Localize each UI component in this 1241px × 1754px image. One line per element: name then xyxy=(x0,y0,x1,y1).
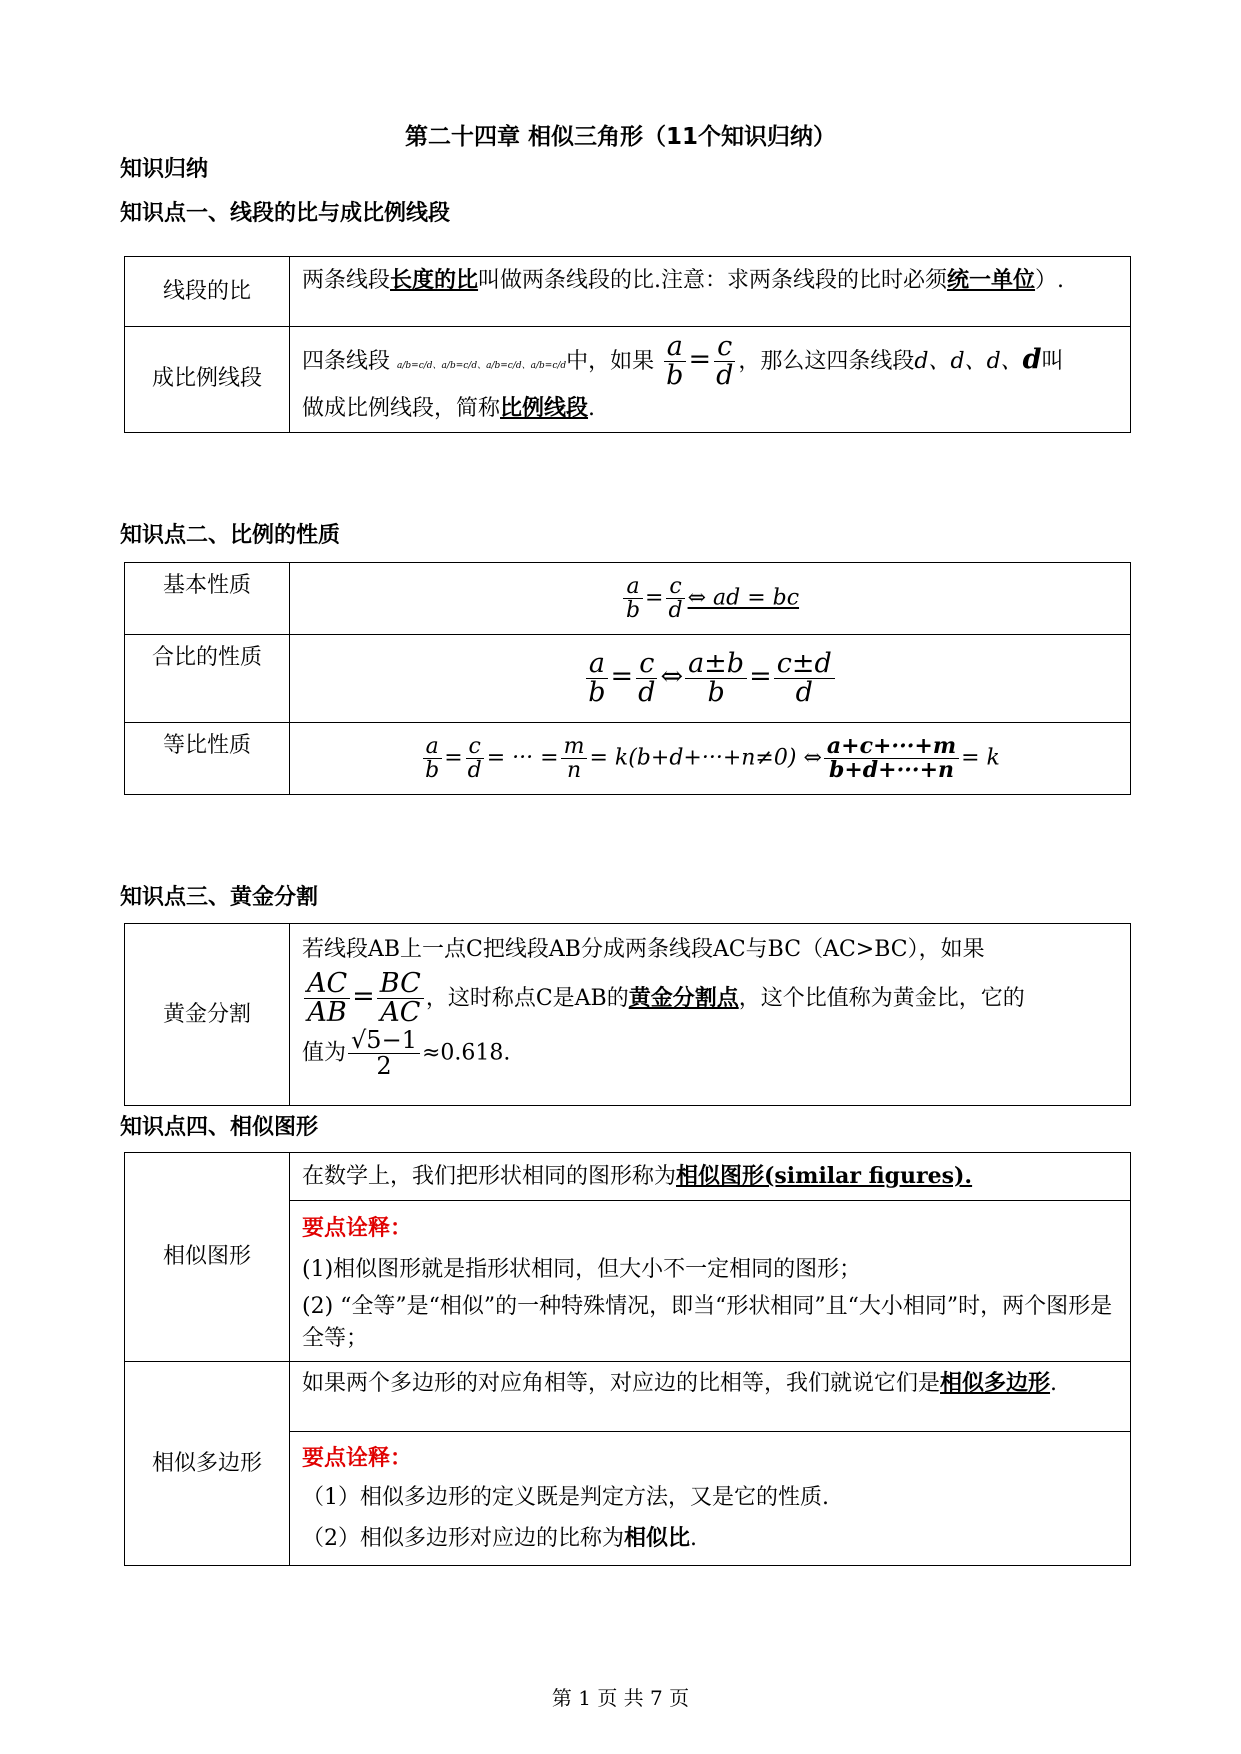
formula-c-pm-d: $\frac{c\pm d}{d}$ xyxy=(774,650,835,708)
text: 中，如果 xyxy=(566,348,655,374)
text: 四条线段 xyxy=(302,348,391,374)
formula-basic: ⇔ ad = bc xyxy=(687,585,800,611)
kp2-sum-formula: $\frac{a}{b}$ = $\frac{c}{d}$ ⇔ $\frac{a\pm b}{b}$ = $\frac{c\pm d}{d}$ xyxy=(290,635,1131,723)
formula-bc-over-ac: $\frac{BC}{AC}$ xyxy=(377,970,424,1028)
text: ，那么这四条线段 xyxy=(738,348,915,374)
kp4-fig-definition xyxy=(290,1153,1131,1201)
kp3-label: 黄金分割 xyxy=(125,924,290,1106)
key-term: 黄金分割点 xyxy=(628,984,739,1011)
formula-dots: = ··· = xyxy=(486,745,559,771)
text: 若线段AB上一点C把线段AB分成两条线段AC与BC（AC>BC），如果 xyxy=(302,937,985,962)
kp4-fig-notes xyxy=(290,1201,1131,1362)
formula-a-over-b: $\frac{a}{b}$ xyxy=(663,333,686,391)
kp4-heading: 知识点四、相似图形 xyxy=(120,1115,319,1140)
text: . xyxy=(588,395,596,421)
note-item xyxy=(302,1518,1118,1559)
key-term: 相似多边形 xyxy=(940,1370,1051,1396)
text: 值为 xyxy=(302,1040,347,1066)
formula-c-over-d: $\frac{c}{d}$ xyxy=(465,735,485,782)
kp2-label-equal: 等比性质 xyxy=(125,723,290,795)
note-item: （1）相似多边形的定义既是判定方法，又是它的性质. xyxy=(302,1485,829,1510)
page-title: 第二十四章 相似三角形（11个知识归纳） xyxy=(404,124,836,150)
kp1-ratio-content xyxy=(290,257,1131,327)
text: ，这个比值称为黄金比，它的 xyxy=(738,985,1025,1011)
kp4-poly-definition xyxy=(290,1362,1131,1432)
formula-ac-over-ab: $\frac{AC}{AB}$ xyxy=(304,970,350,1028)
kp2-table xyxy=(124,562,1131,795)
text: （2）相似多边形对应边的比称为 xyxy=(302,1526,624,1551)
note-item: (1)相似图形就是指形状相同，但大小不一定相同的图形； xyxy=(302,1257,862,1282)
text: 两条线段 xyxy=(302,268,391,293)
text: . xyxy=(690,1526,698,1551)
kp3-heading: 知识点三、黄金分割 xyxy=(120,885,319,910)
formula-a-over-b: $\frac{a}{b}$ xyxy=(585,650,608,708)
kp1-label-ratio: 线段的比 xyxy=(125,257,290,327)
key-term: 统一单位 xyxy=(947,267,1036,293)
kp4-poly-label: 相似多边形 xyxy=(125,1362,290,1566)
formula-m-over-n: $\frac{m}{n}$ xyxy=(561,735,588,782)
text: 做成比例线段，简称 xyxy=(302,395,501,421)
note-label: 要点诠释： xyxy=(302,1445,413,1471)
golden-value: ≈0.618. xyxy=(421,1040,511,1066)
kp2-equal-formula: $\frac{a}{b}$ = $\frac{c}{d}$ = ··· = $\frac{m}{n}$ = k(b+d+···+n≠0) ⇔ $\frac{a+c+\cdot\cdot\cdot+m}{b+d+\cdot\cdot\cdot+n}$ = k xyxy=(290,723,1131,795)
formula-letters: d、d、d、d xyxy=(914,343,1042,375)
formula-a-over-b: $\frac{a}{b}$ xyxy=(623,575,643,622)
formula-eq-k: = k xyxy=(961,745,1000,771)
formula-golden: $\frac{√5-1}{2}$ xyxy=(348,1028,420,1079)
text: ，这时称点C是AB的 xyxy=(425,985,629,1011)
formula-c-over-d: $\frac{c}{d}$ xyxy=(716,331,734,392)
kp2-heading: 知识点二、比例的性质 xyxy=(120,523,341,548)
text: 叫 xyxy=(1041,348,1064,374)
kp1-proportional-content: 四条线段 a/b=c/d、a/b=c/d、a/b=c/d、a/b=c/d中，如果 $\frac{a}{b}$ = $\frac{c}{d}$ ，那么这四条线段d、d、d、d叫 做成比例线段，简称比例线段. xyxy=(290,327,1131,433)
formula-c-over-d: $\frac{c}{d}$ xyxy=(638,647,656,708)
key-term: 相似图形(similar figures). xyxy=(676,1163,973,1189)
formula-small: a/b=c/d、a/b=c/d、a/b=c/d、a/b=c/d xyxy=(397,360,567,371)
kp2-label-basic: 基本性质 xyxy=(125,563,290,635)
text: . xyxy=(1050,1371,1058,1396)
key-term: 长度的比 xyxy=(390,267,479,293)
kp3-content: 若线段AB上一点C把线段AB分成两条线段AC与BC（AC>BC），如果 $\frac{AC}{AB}$ = $\frac{BC}{AC}$ ，这时称点C是AB的黄金分割点，这个比值称为黄金比，它的 值为 $\frac{√5-1}{2}$ ≈0.618. xyxy=(290,924,1131,1106)
kp4-fig-label: 相似图形 xyxy=(125,1153,290,1362)
text: 如果两个多边形的对应角相等，对应边的比相等，我们就说它们是 xyxy=(302,1371,941,1396)
key-term: 相似比 xyxy=(624,1525,691,1551)
kp2-label-sum: 合比的性质 xyxy=(125,635,290,723)
formula-k: = k(b+d+···+n≠0) xyxy=(589,745,797,771)
note-label: 要点诠释： xyxy=(302,1215,413,1241)
text: 在数学上，我们把形状相同的图形称为 xyxy=(302,1164,677,1189)
kp2-basic-formula: $\frac{a}{b}$ = $\frac{c}{d}$ ⇔ ad = bc xyxy=(290,563,1131,635)
text: ）. xyxy=(1035,268,1065,293)
kp1-heading: 知识点一、线段的比与成比例线段 xyxy=(120,201,451,226)
formula-sum-ratio: $\frac{a+c+\cdot\cdot\cdot+m}{b+d+\cdot\cdot\cdot+n}$ xyxy=(824,735,959,782)
formula-a-pm-b: $\frac{a\pm b}{b}$ xyxy=(685,650,747,708)
formula-a-over-b: $\frac{a}{b}$ xyxy=(422,735,442,782)
page-footer: 第 1 页 共 7 页 xyxy=(551,1686,690,1710)
kp4-table xyxy=(124,1152,1131,1566)
formula-c-over-d: $\frac{c}{d}$ xyxy=(665,575,685,622)
text: 叫做两条线段的比.注意：求两条线段的比时必须 xyxy=(478,268,948,293)
kp4-poly-notes xyxy=(290,1432,1131,1566)
section-heading: 知识归纳 xyxy=(120,157,209,182)
kp1-table xyxy=(124,256,1131,433)
kp3-table xyxy=(124,923,1131,1106)
note-item: (2) “全等”是“相似”的一种特殊情况，即当“形状相同”且“大小相同”时，两个图形是全等； xyxy=(302,1294,1113,1351)
key-term: 比例线段 xyxy=(500,394,589,421)
kp1-label-proportional: 成比例线段 xyxy=(125,327,290,433)
